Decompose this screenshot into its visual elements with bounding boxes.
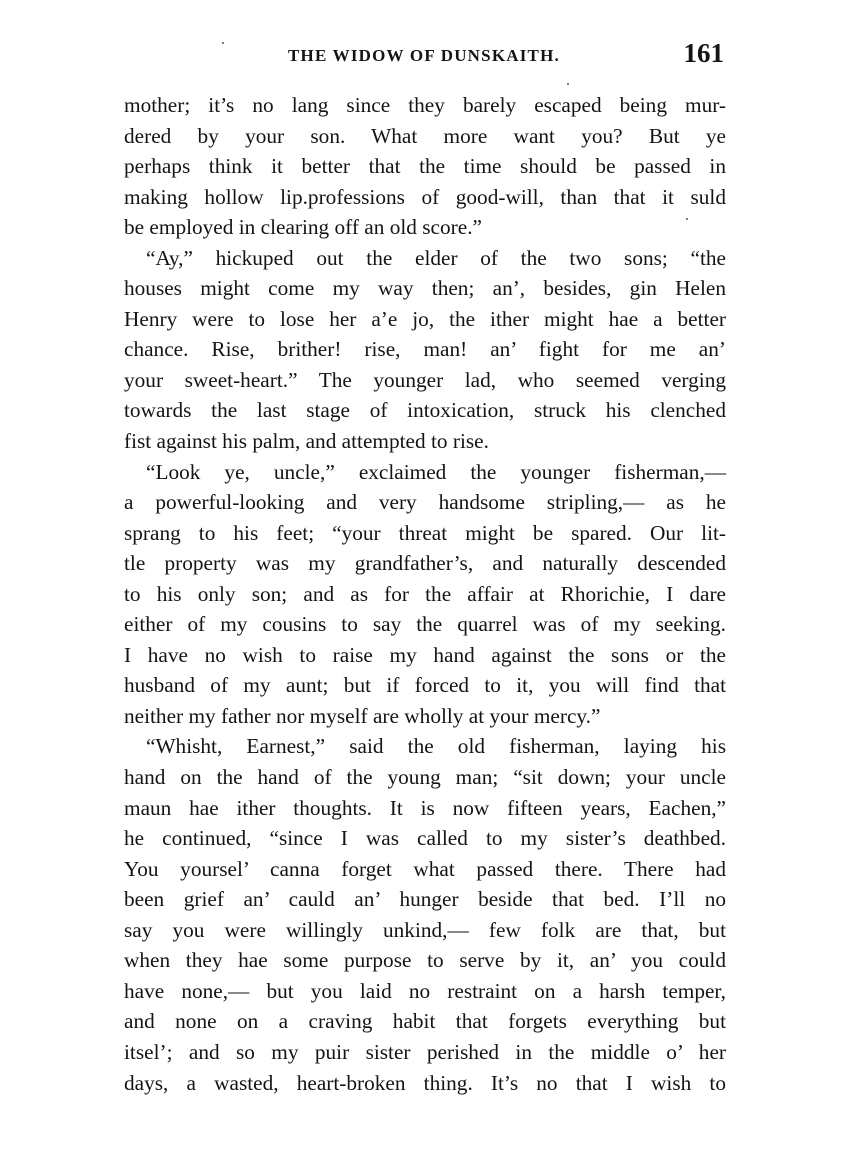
text-line: be employed in clearing off an old score.” — [124, 215, 482, 240]
text-line: towards the last stage of intoxication, struck his clenched — [124, 398, 726, 423]
print-speck — [222, 42, 224, 44]
text-line: perhaps think it better that the time should be passed in — [124, 154, 726, 179]
print-speck — [567, 83, 569, 85]
text-line: neither my father nor myself are wholly at your mercy.” — [124, 703, 601, 728]
text-line: when they hae some purpose to serve by it, an’ you could — [124, 948, 726, 973]
text-line: houses might come my way then; an’, besides, gin Helen — [124, 276, 726, 301]
text-line: sprang to his feet; “your threat might be spared. Our lit- — [124, 520, 726, 545]
text-line: and none on a craving habit that forgets everything but — [124, 1009, 726, 1034]
text-line: say you were willingly unkind,— few folk are that, but — [124, 917, 726, 942]
text-line: hand on the hand of the young man; “sit down; your uncle — [124, 765, 726, 790]
page-number: 161 — [683, 38, 724, 68]
running-head — [124, 38, 726, 74]
text-line: You yoursel’ canna forget what passed there. There had — [124, 856, 726, 881]
text-line: either of my cousins to say the quarrel was of my seeking. — [124, 612, 726, 637]
print-speck — [686, 218, 688, 220]
text-line: tle property was my grandfather’s, and naturally descended — [124, 551, 726, 576]
text-line: to his only son; and as for the affair at Rhorichie, I dare — [124, 581, 726, 606]
text-line: your sweet-heart.” The younger lad, who seemed verging — [124, 367, 726, 392]
text-line: a powerful-looking and very handsome stripling,— as he — [124, 490, 726, 515]
text-line: Henry were to lose her a’e jo, the ither might hae a better — [124, 306, 726, 331]
text-line: husband of my aunt; but if forced to it, you will find that — [124, 673, 726, 698]
text-line: itsel’; and so my puir sister perished in the middle o’ her — [124, 1039, 726, 1064]
text-line: “Whisht, Earnest,” said the old fisherman, laying his — [146, 734, 726, 759]
text-line: days, a wasted, heart-broken thing. It’s no that I wish to — [124, 1070, 726, 1095]
text-line: been grief an’ cauld an’ hunger beside that bed. I’ll no — [124, 887, 726, 912]
text-line: maun hae ither thoughts. It is now fifteen years, Eachen,” — [124, 795, 726, 820]
text-line: fist against his palm, and attempted to rise. — [124, 429, 489, 454]
text-line: he continued, “since I was called to my sister’s deathbed. — [124, 826, 726, 851]
body-text — [124, 90, 726, 1098]
text-line: I have no wish to raise my hand against the sons or the — [124, 642, 726, 667]
text-line: “Ay,” hickuped out the elder of the two sons; “the — [146, 245, 726, 270]
text-line: dered by your son. What more want you? But ye — [124, 123, 726, 148]
running-title: THE WIDOW OF DUNSKAITH. — [288, 46, 560, 65]
text-line: “Look ye, uncle,” exclaimed the younger fisherman,— — [146, 459, 726, 484]
text-line: mother; it’s no lang since they barely escaped being mur- — [124, 93, 726, 117]
text-line: making hollow lip.professions of good-will, than that it suld — [124, 184, 726, 209]
text-line: chance. Rise, brither! rise, man! an’ fight for me an’ — [124, 337, 726, 362]
text-line: have none,— but you laid no restraint on a harsh temper, — [124, 978, 726, 1003]
